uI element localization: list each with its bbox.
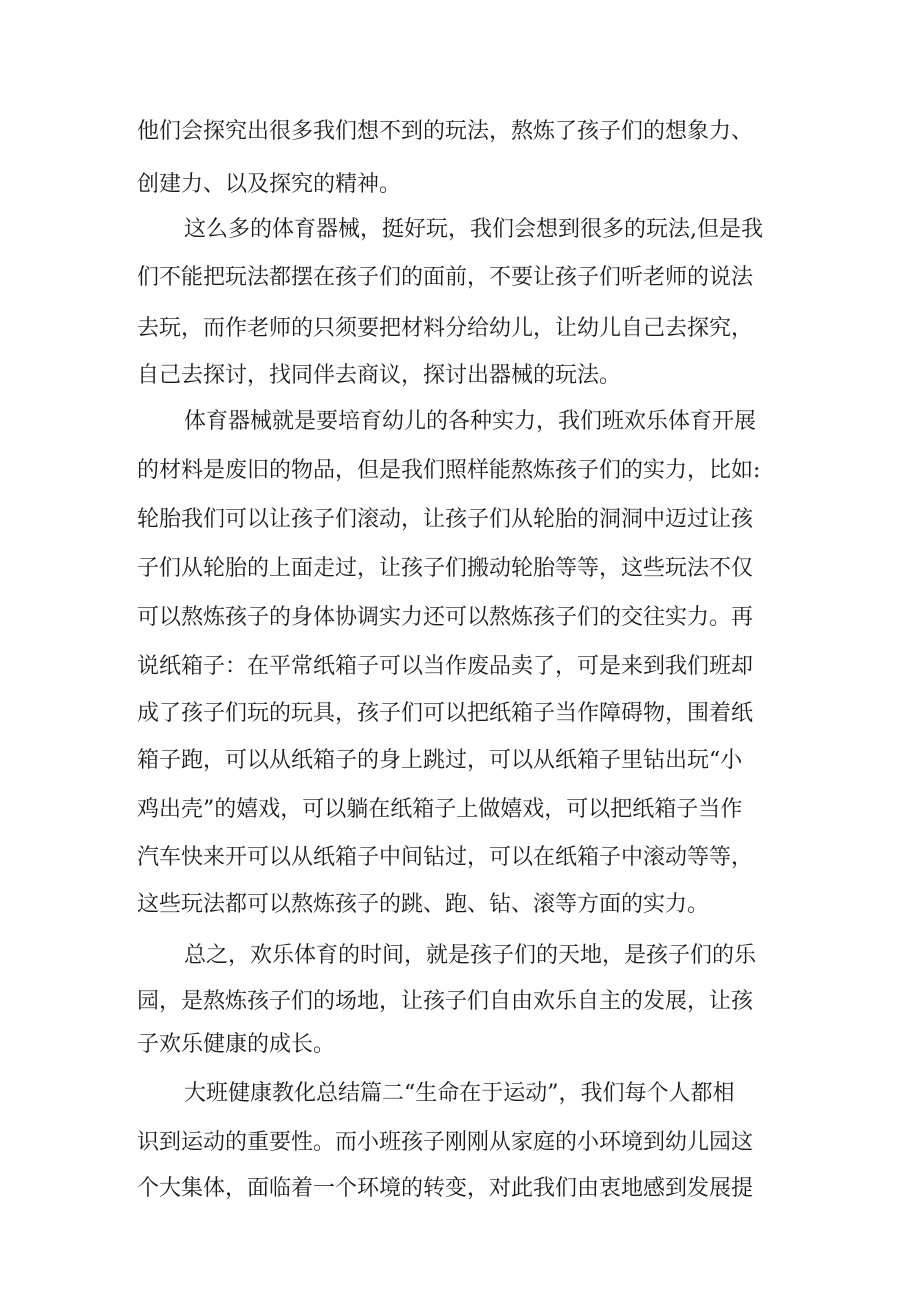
text-line: 们不能把玩法都摆在孩子们的面前，不要让孩子们听老师的说法: [137, 265, 754, 290]
text-line: 个大集体，面临着一个环境的转变，对此我们由衷地感到发展提: [137, 1176, 754, 1201]
text-line: 的材料是废旧的物品，但是我们照样能熬炼孩子们的实力，比如:: [137, 458, 761, 483]
text-line: 说纸箱子：在平常纸箱子可以当作废品卖了，可是来到我们班却: [137, 654, 754, 679]
text-line: 子欢乐健康的成长。: [137, 1032, 336, 1057]
paragraph-first-line: 体育器械就是要培育幼儿的各种实力，我们班欢乐体育开展: [184, 409, 757, 434]
text-line: 轮胎我们可以让孩子们滚动，让孩子们从轮胎的洞洞中迈过让孩: [137, 507, 754, 532]
text-line: 他们会探究出很多我们想不到的玩法，熬炼了孩子们的想象力、: [137, 119, 754, 144]
text-line: 识到运动的重要性。而小班孩子刚刚从家庭的小环境到幼儿园这: [137, 1130, 754, 1155]
text-line: 汽车快来开可以从纸箱子中间钻过，可以在纸箱子中滚动等等，: [137, 845, 754, 870]
paragraph-first-line: 大班健康教化总结篇二“生命在于运动”，我们每个人都相: [184, 1081, 735, 1106]
text-line: 这些玩法都可以熬炼孩子的跳、跑、钻、滚等方面的实力。: [137, 892, 710, 917]
text-line: 自己去探讨，找同伴去商议，探讨出器械的玩法。: [137, 363, 622, 388]
text-line: 去玩，而作老师的只须要把材料分给幼儿，让幼儿自己去探究，: [137, 316, 754, 341]
text-line: 园，是熬炼孩子们的场地，让孩子们自由欢乐自主的发展，让孩: [137, 989, 754, 1014]
text-line: 创建力、以及探究的精神。: [137, 172, 402, 197]
text-line: 鸡出壳”的嬉戏，可以躺在纸箱子上做嬉戏，可以把纸箱子当作: [137, 797, 743, 822]
text-line: 箱子跑，可以从纸箱子的身上跳过，可以从纸箱子里钻出玩“小: [137, 748, 743, 773]
paragraph-first-line: 这么多的体育器械，挺好玩，我们会想到很多的玩法,但是我: [184, 217, 763, 242]
text-line: 子们从轮胎的上面走过，让孩子们搬动轮胎等等，这些玩法不仅: [137, 556, 754, 581]
paragraph-first-line: 总之，欢乐体育的时间，就是孩子们的天地，是孩子们的乐: [184, 943, 757, 968]
text-line: 成了孩子们玩的玩具，孩子们可以把纸箱子当作障碍物，围着纸: [137, 701, 754, 726]
text-line: 可以熬炼孩子的身体协调实力还可以熬炼孩子们的交往实力。再: [137, 605, 754, 630]
